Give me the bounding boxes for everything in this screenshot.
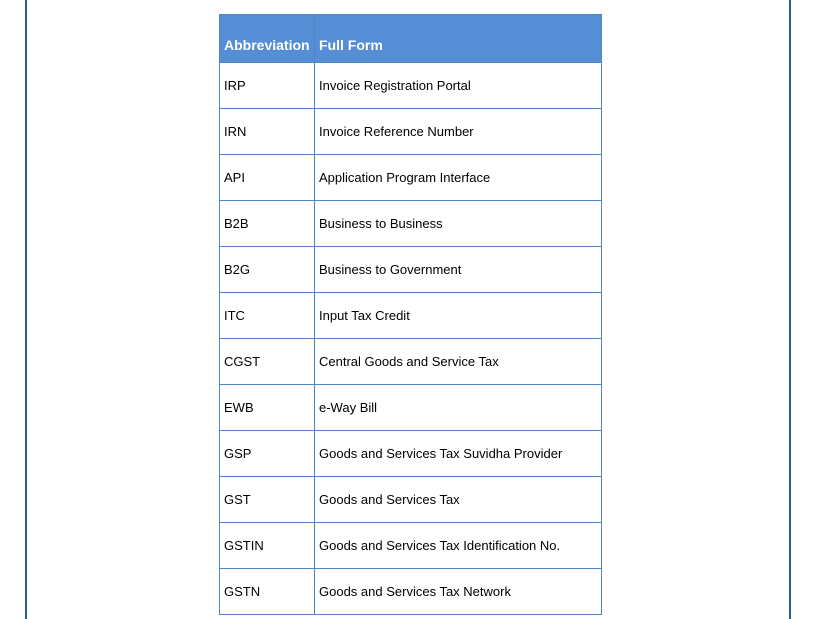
abbreviation-cell: API — [220, 155, 315, 201]
full-form-cell: Input Tax Credit — [315, 293, 602, 339]
table-row — [220, 385, 602, 431]
abbreviation-cell: GST — [220, 477, 315, 523]
abbreviation-cell: B2B — [220, 201, 315, 247]
header-full-form: Full Form — [315, 15, 602, 63]
table-row — [220, 201, 602, 247]
header-abbreviation: Abbreviation — [220, 15, 315, 63]
full-form-cell: Business to Business — [315, 201, 602, 247]
abbreviation-cell: EWB — [220, 385, 315, 431]
full-form-cell: e-Way Bill — [315, 385, 602, 431]
table-row — [220, 431, 602, 477]
abbreviation-table-container — [219, 14, 602, 615]
abbreviation-cell: GSP — [220, 431, 315, 477]
table-row — [220, 155, 602, 201]
full-form-cell: Goods and Services Tax Suvidha Provider — [315, 431, 602, 477]
page-border-right — [789, 0, 791, 619]
page-border-left — [25, 0, 27, 619]
table-row — [220, 109, 602, 155]
full-form-cell: Goods and Services Tax Network — [315, 569, 602, 615]
table-row — [220, 523, 602, 569]
full-form-cell: Goods and Services Tax — [315, 477, 602, 523]
table-row — [220, 247, 602, 293]
table-row — [220, 569, 602, 615]
abbreviation-cell: GSTN — [220, 569, 315, 615]
table-row — [220, 63, 602, 109]
table-row — [220, 339, 602, 385]
abbreviation-table — [219, 14, 602, 615]
full-form-cell: Business to Government — [315, 247, 602, 293]
abbreviation-cell: CGST — [220, 339, 315, 385]
abbreviation-cell: IRP — [220, 63, 315, 109]
full-form-cell: Central Goods and Service Tax — [315, 339, 602, 385]
abbreviation-cell: GSTIN — [220, 523, 315, 569]
table-row — [220, 477, 602, 523]
full-form-cell: Invoice Reference Number — [315, 109, 602, 155]
abbreviation-cell: ITC — [220, 293, 315, 339]
full-form-cell: Goods and Services Tax Identification No. — [315, 523, 602, 569]
table-header-row — [220, 15, 602, 63]
abbreviation-cell: IRN — [220, 109, 315, 155]
abbreviation-cell: B2G — [220, 247, 315, 293]
full-form-cell: Invoice Registration Portal — [315, 63, 602, 109]
full-form-cell: Application Program Interface — [315, 155, 602, 201]
table-row — [220, 293, 602, 339]
